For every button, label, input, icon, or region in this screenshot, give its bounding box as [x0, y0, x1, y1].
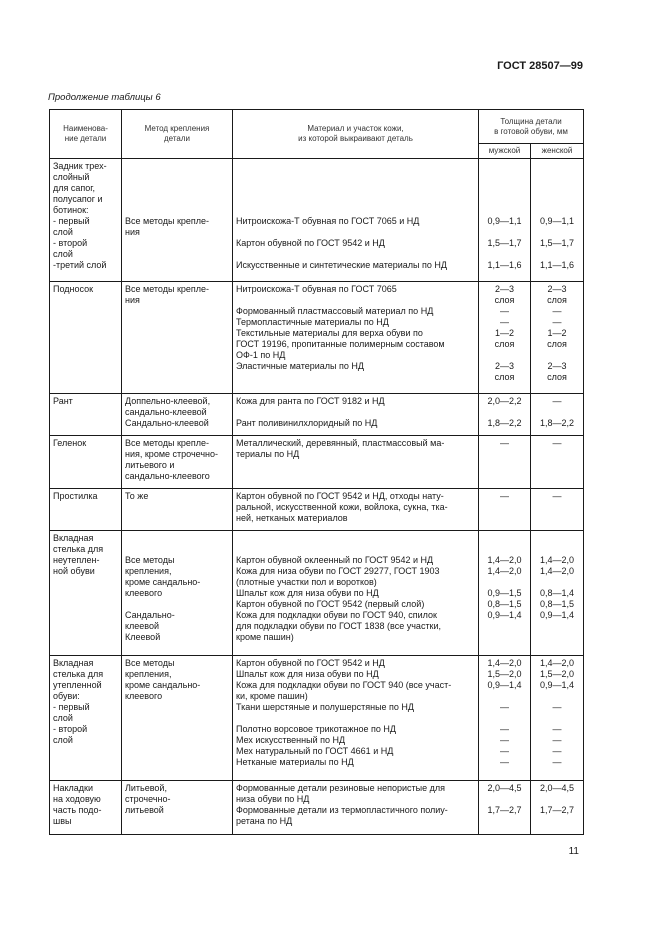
thickness-female: 2,0—4,5 1,7—2,7 [531, 781, 584, 835]
thickness-female: 1,4—2,0 1,4—2,0 0,8—1,4 0,8—1,5 0,9—1,4 [531, 531, 584, 656]
standard-number: ГОСТ 28507—99 [497, 60, 583, 72]
table-row [50, 282, 584, 394]
table-row [50, 781, 584, 835]
material: Нитроискожа-Т обувная по ГОСТ 7065 Формованный пластмассовый материал по НД Термопластичные материалы по НД Текстильные материалы для верха обуви по ГОСТ 19196, пропитанные полимерным составом ОФ-1 по НД Эластичные материалы по НД [233, 282, 479, 394]
material: Металлический, деревянный, пластмассовый ма- териалы по НД [233, 436, 479, 489]
header-female: женской [531, 144, 584, 159]
thickness-male: 1,4—2,0 1,5—2,0 0,9—1,4 — — — — — [479, 656, 531, 781]
table-continuation-caption: Продолжение таблицы 6 [48, 92, 161, 103]
thickness-female: — 1,8—2,2 [531, 394, 584, 436]
table-row [50, 394, 584, 436]
material: Формованные детали резиновые непористые для низа обуви по НД Формованные детали из термопластичного полиу- ретана по НД [233, 781, 479, 835]
thickness-female: — [531, 436, 584, 489]
thickness-male: 2,0—2,2 1,8—2,2 [479, 394, 531, 436]
part-name: Задник трех- слойный для сапог, полусапог и ботинок: - первый слой - второй слой -третий слой [50, 159, 122, 282]
fastening-method: Все методы крепления, кроме сандально- клеевого Сандально- клеевой Клеевой [122, 531, 233, 656]
fastening-method: Все методы крепле- ния [122, 159, 233, 282]
page-number: 11 [568, 846, 579, 857]
thickness-female: 2—3 слоя — — 1—2 слоя 2—3 слоя [531, 282, 584, 394]
header-material: Материал и участок кожи, из которой выкраивают деталь [233, 110, 479, 159]
thickness-female: 1,4—2,0 1,5—2,0 0,9—1,4 — — — — — [531, 656, 584, 781]
thickness-female: — [531, 489, 584, 531]
fastening-method: Все методы крепле- ния [122, 282, 233, 394]
materials-table [49, 109, 584, 835]
thickness-male: 1,4—2,0 1,4—2,0 0,9—1,5 0,8—1,5 0,9—1,4 [479, 531, 531, 656]
part-name: Геленок [50, 436, 122, 489]
material: Картон обувной по ГОСТ 9542 и НД, отходы нату- ральной, искусственной кожи, войлока, сукна, тка- ней, нетканых материалов [233, 489, 479, 531]
table-row [50, 436, 584, 489]
table-row [50, 656, 584, 781]
thickness-male: 0,9—1,1 1,5—1,7 1,1—1,6 [479, 159, 531, 282]
table-row [50, 531, 584, 656]
part-name: Простилка [50, 489, 122, 531]
fastening-method: Доппельно-клеевой, сандально-клеевой Сандально-клеевой [122, 394, 233, 436]
thickness-male: 2—3 слоя — — 1—2 слоя 2—3 слоя [479, 282, 531, 394]
part-name: Вкладная стелька для неутеплен- ной обуви [50, 531, 122, 656]
part-name: Рант [50, 394, 122, 436]
material: Кожа для ранта по ГОСТ 9182 и НД Рант поливинилхлоридный по НД [233, 394, 479, 436]
fastening-method: Все методы крепле- ния, кроме строчечно- литьевого и сандально-клеевого [122, 436, 233, 489]
table-row [50, 489, 584, 531]
thickness-female: 0,9—1,1 1,5—1,7 1,1—1,6 [531, 159, 584, 282]
table-row [50, 159, 584, 282]
part-name: Подносок [50, 282, 122, 394]
thickness-male: 2,0—4,5 1,7—2,7 [479, 781, 531, 835]
thickness-male: — [479, 436, 531, 489]
header-thickness: Толщина детали в готовой обуви, мм [479, 110, 584, 144]
part-name: Вкладная стелька для утепленной обуви: - первый слой - второй слой [50, 656, 122, 781]
fastening-method: Литьевой, строчечно- литьевой [122, 781, 233, 835]
header-fastening-method: Метод крепления детали [122, 110, 233, 159]
fastening-method: Все методы крепления, кроме сандально- клеевого [122, 656, 233, 781]
part-name: Накладки на ходовую часть подо- швы [50, 781, 122, 835]
material: Нитроискожа-Т обувная по ГОСТ 7065 и НД Картон обувной по ГОСТ 9542 и НД Искусственные и синтетические материалы по НД [233, 159, 479, 282]
material: Картон обувной оклеенный по ГОСТ 9542 и НД Кожа для низа обуви по ГОСТ 29277, ГОСТ 1903 (плотные участки пол и воротков) Шпальт кож для низа обуви по НД Картон обувной по ГОСТ 9542 (первый слой) Кожа для подкладки обуви по ГОСТ 940, спилок для подкладки обуви по ГОСТ 1838 (все участки, кроме пашин) [233, 531, 479, 656]
header-part-name: Наименова- ние детали [50, 110, 122, 159]
header-male: мужской [479, 144, 531, 159]
thickness-male: — [479, 489, 531, 531]
fastening-method: То же [122, 489, 233, 531]
material: Картон обувной по ГОСТ 9542 и НД Шпальт кож для низа обуви по НД Кожа для подкладки обуви по ГОСТ 940 (все участ- ки, кроме пашин) Ткани шерстяные и полушерстяные по НД Полотно ворсовое трикотажное по НД Мех искусственный по НД Мех натуральный по ГОСТ 4661 и НД Нетканые материалы по НД [233, 656, 479, 781]
